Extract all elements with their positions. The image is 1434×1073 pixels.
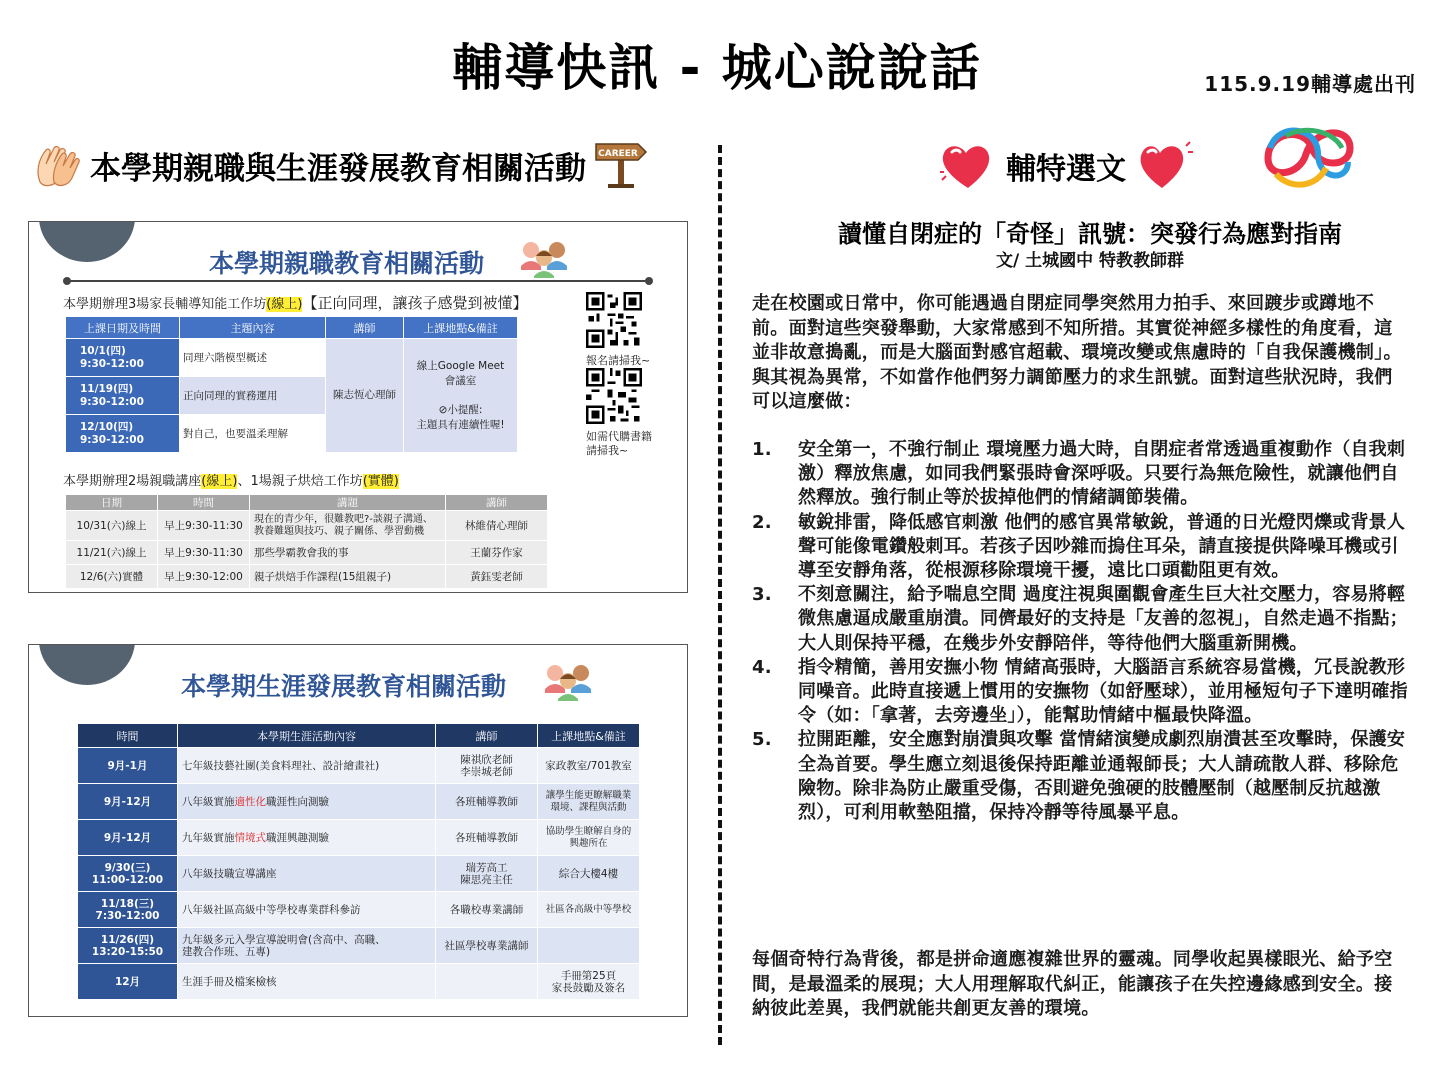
qr2-label: 如需代購書籍 請掃我~ (586, 430, 652, 457)
newsletter-title: 輔導快訊 - 城心說說話 (452, 39, 982, 97)
col-header: 上課地點&備註 (404, 317, 518, 339)
left-heading-text: 本學期親職與生涯發展教育相關活動 (90, 150, 586, 187)
book-order-qr[interactable] (586, 368, 652, 458)
panel2-title: 本學期生涯發展教育相關活動 (181, 672, 507, 701)
col-header: 講師 (436, 724, 538, 748)
right-section-heading (938, 138, 1194, 194)
heart-icon (1136, 140, 1194, 192)
workshop-theme: 【正向同理，讓孩子感覺到被懂】 (302, 294, 528, 312)
table-row: 9月-12月 九年級實施情境式職涯興趣測驗 各班輔導教師 協助學生瞭解自身的 興趣所在 (78, 820, 640, 856)
qr1-label: 報名請掃我~ (586, 354, 651, 367)
table-row: 11/26(四) 13:20-15:50 九年級多元入學宣導說明會(含高中、高職、 建教合作班、五專) 社區學校專業講師 (78, 928, 640, 964)
table-row: 11/18(三) 7:30-12:00 八年級社區高級中等學校專業群科參訪 各職校專業講師 社區各高級中等學校 (78, 892, 640, 928)
article-closing: 每個奇特行為背後，都是拼命適應複雜世界的靈魂。同學收起異樣眼光、給予空間，是最溫柔的展現；大人用理解取代糾正，能讓孩子在失控邊緣感到安全。接納彼此差異，我們就能共創更友善的環境。 (752, 949, 1393, 1019)
list-item: 2. 敏銳排雷，降低感官刺激 他們的感官異常敏銳，普通的日光燈閃爍或背景人聲可能像電鑽般刺耳。若孩子因吵雜而摀住耳朵，請直接提供降噪耳機或引導至安靜角落，從根源移除環境干擾，遠比口頭勸阻更有效。 (752, 511, 1406, 582)
panel1-title: 本學期親職教育相關活動 (209, 249, 485, 278)
session-date: 10/1(四) 9:30-12:00 (66, 339, 180, 377)
left-section-heading (32, 140, 648, 190)
lecture-table (65, 494, 548, 589)
registration-qr[interactable] (586, 292, 650, 368)
session-date: 12/10(四) 9:30-12:00 (66, 415, 180, 453)
table-row: 12/6(六)實體 早上9:30-12:00 親子烘焙手作課程(15組親子) 黃鈺雯老師 (66, 565, 548, 589)
session-teacher: 陳志恆心理師 (326, 339, 404, 453)
qr-code-icon[interactable] (586, 292, 642, 348)
session-topic: 正向同理的實務運用 (180, 377, 326, 415)
list-item: 3. 不刻意關注，給予喘息空間 過度注視與圍觀會產生巨大社交壓力，容易將輕微焦慮逼成嚴重崩潰。同儕最好的支持是「友善的忽視」，自然走過不指點；大人則保持平穩，在幾步外安靜陪伴，等待他們大腦重新開機。 (752, 584, 1408, 654)
article-author: 文/ 土城國中 特教教師群 (995, 251, 1185, 271)
column-divider (718, 145, 722, 1045)
col-header: 時間 (158, 495, 250, 511)
session-topic: 同理六階模型概述 (180, 339, 326, 377)
parent-education-panel (28, 221, 688, 593)
col-header: 講師 (446, 495, 548, 511)
table-row: 12月 生涯手冊及檔案檢核 手冊第25頁 家長鼓勵及簽名 (78, 964, 640, 1000)
col-header: 講題 (250, 495, 446, 511)
session-location: 線上Google Meet 會議室 ⊘小提醒: 主題具有連續性喔! (404, 339, 518, 453)
article-intro: 走在校園或日常中，你可能遇過自閉症同學突然用力拍手、來回踱步或蹲地不前。面對這些突發舉動，大家常感到不知所措。其實從神經多樣性的角度看，這並非故意搗亂，而是大腦面對感官超載、環境改變或焦慮時的「自我保護機制」。與其視為異常，不如當作他們努力調節壓力的求生訊號。面對這些狀況時，我們可以這麼做： (752, 293, 1402, 412)
article-points (752, 438, 1412, 825)
col-header: 時間 (78, 724, 178, 748)
career-sign-icon (594, 140, 648, 190)
career-education-panel (28, 644, 688, 1017)
workshop-intro (63, 292, 527, 313)
col-header: 主題內容 (180, 317, 326, 339)
list-item: 5. 拉開距離，安全應對崩潰與攻擊 當情緒演變成劇烈崩潰甚至攻擊時，保護安全為首要。學生應立刻退後保持距離並通報師長；大人請疏散人群、移除危險物。除非為防止嚴重受傷，否則避免強硬的肢體壓制（越壓制反抗越激烈），可利用軟墊阻擋，保持冷靜等待風暴平息。 (752, 729, 1406, 824)
infinity-logo-icon (1256, 118, 1356, 196)
col-header: 日期 (66, 495, 158, 511)
list-item: 4. 指令精簡，善用安撫小物 情緒高張時，大腦語言系統容易當機，冗長說教形同噪音。此時直接遞上慣用的安撫物（如舒壓球），並用極短句子下達明確指令（如：「拿著，去旁邊坐」），能幫助情緒中樞最快降溫。 (752, 656, 1408, 727)
table-row: 11/21(六)線上 早上9:30-11:30 那些學霸教會我的事 王蘭芬作家 (66, 541, 548, 565)
qr-code-icon[interactable] (586, 368, 642, 424)
col-header: 本學期生涯活動內容 (178, 724, 436, 748)
panel1-rule (65, 280, 651, 282)
decorative-circle (39, 644, 135, 685)
heart-icon (938, 140, 996, 192)
col-header: 上課日期及時間 (66, 317, 180, 339)
table-row: 9月-12月 八年級實施適性化職涯性向測驗 各班輔導教師 讓學生能更瞭解職業 環境、課程與活動 (78, 784, 640, 820)
table-row: 9月-1月 七年級技藝社團(美食料理社、設計繪畫社) 陳祺欣老師 李崇城老師 家政教室/701教室 (78, 748, 640, 784)
workshop-table (65, 316, 518, 453)
session-topic: 對自己，也要溫柔理解 (180, 415, 326, 453)
session-date: 11/19(四) 9:30-12:00 (66, 377, 180, 415)
career-activity-table (77, 723, 640, 1000)
publication-date: 115.9.19輔導處出刊 (1204, 72, 1416, 96)
people-icon (543, 659, 593, 701)
list-item: 1. 安全第一，不強行制止 環境壓力過大時，自閉症者常透過重複動作（自我刺激）釋放焦慮，如同我們緊張時會深呼吸。只要行為無危險性，就讓他們自然釋放。強行制止等於拔掉他們的情緒調節裝備。 (752, 439, 1406, 509)
online-tag: (線上) (266, 297, 303, 312)
lecture-intro: 本學期辦理2場親職講座(線上)、1場親子烘焙工作坊(實體) (63, 474, 399, 489)
career-sign-text: CAREER (598, 149, 638, 159)
table-row: 10/31(六)線上 早上9:30-11:30 現在的青少年，很難教吧?-談親子溝通、 教養難題與技巧、親子關係、學習動機 林維倩心理師 (66, 511, 548, 541)
table-row (66, 339, 518, 377)
workshop-intro-prefix: 本學期辦理3場家長輔導知能工作坊 (63, 297, 267, 312)
col-header: 講師 (326, 317, 404, 339)
people-icon (519, 236, 569, 278)
decorative-circle (39, 221, 135, 262)
article-title: 讀懂自閉症的「奇怪」訊號：突發行為應對指南 (838, 220, 1342, 248)
hands-clap-icon (32, 142, 82, 188)
table-row: 9/30(三) 11:00-12:00 八年級技職宣導講座 瑞芳高工 陳思亮主任 綜合大樓4樓 (78, 856, 640, 892)
col-header: 上課地點&備註 (538, 724, 640, 748)
right-heading-text: 輔特選文 (1006, 152, 1126, 187)
